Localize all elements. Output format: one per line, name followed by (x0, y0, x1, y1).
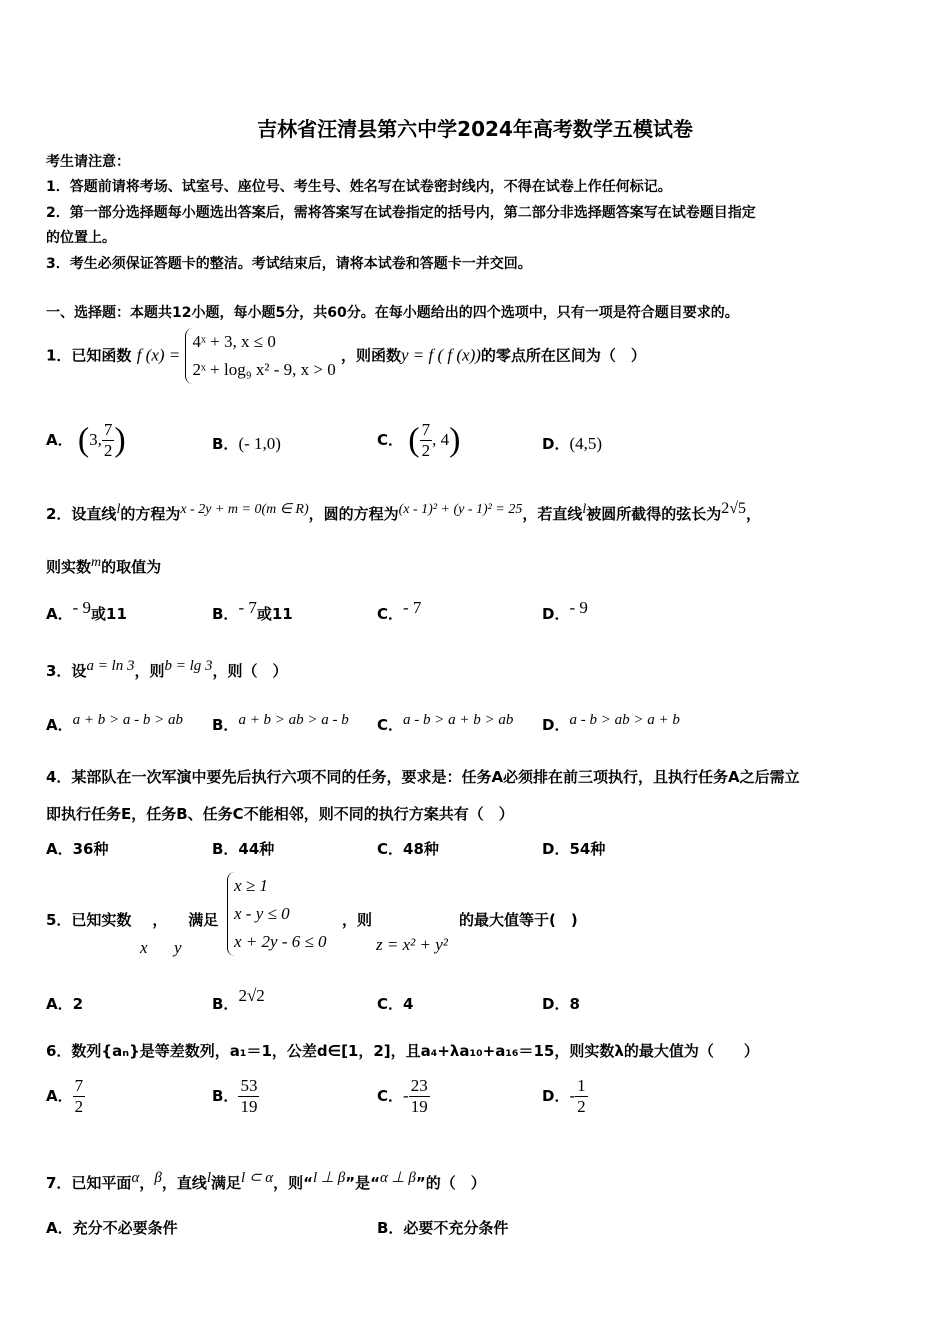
option-label: A． (46, 431, 73, 449)
option-a[interactable]: A．2 (46, 995, 84, 1013)
section-heading: 一、选择题：本题共12小题，每小题5分，共60分。在每小题给出的四个选项中，只有一项是符合题目要求的。 (46, 305, 739, 321)
q2-text: ， (746, 505, 762, 523)
val: (4,5) (569, 434, 603, 453)
question-2-cont (46, 555, 161, 577)
option-label: C． (377, 605, 404, 623)
val: , 4 (432, 430, 450, 449)
q7-text: 满足 (211, 1174, 242, 1192)
option-a[interactable] (46, 712, 183, 735)
option-b[interactable] (212, 433, 281, 454)
den: 2 (421, 441, 431, 460)
option-d[interactable] (542, 433, 602, 454)
notice-item: 3．考生必须保证答题卡的整洁。考试结束后，请将本试卷和答题卡一并交回。 (46, 256, 532, 272)
option-b[interactable] (212, 712, 349, 735)
q1-math: y = f ( f (x)) (400, 345, 481, 365)
constraint: x ≥ 1 (234, 876, 268, 895)
option-label: D． (542, 605, 570, 623)
option-label: C． (377, 1087, 404, 1105)
den: 2 (577, 1097, 586, 1116)
q2-math: x - 2y + m = 0(m ∈ R) (180, 502, 309, 517)
den: 19 (410, 1097, 428, 1116)
sign: - (569, 1086, 576, 1105)
notice-heading: 考生请注意： (46, 154, 130, 170)
val: 或11 (256, 605, 293, 623)
question-1 (46, 328, 646, 384)
q7-text: ”是“ (345, 1174, 380, 1192)
option-c[interactable] (377, 1076, 430, 1117)
question-2 (46, 500, 761, 524)
option-c[interactable] (377, 712, 513, 735)
q2-text: 被圆所截得的弦长为 (586, 505, 722, 523)
notice-item: 2．第一部分选择题每小题选出答案后，需将答案写在试卷指定的括号内，第二部分非选择题答案写在试卷题目指定 (46, 205, 756, 221)
option-label: A． (46, 1087, 73, 1105)
val: 或11 (91, 605, 127, 623)
option-label: B． (212, 435, 239, 453)
den: 19 (240, 1097, 258, 1116)
constraint: x - y ≤ 0 (234, 904, 290, 923)
q2-text: 则实数 (46, 558, 92, 576)
option-label: C． (377, 431, 404, 449)
q1-text: 的零点所在区间为（ ） (480, 346, 646, 365)
q5-math: z = x² + y² (376, 935, 448, 954)
q5-math: x (140, 938, 148, 957)
option-a[interactable]: A． (3, $\frac{7}{2}$ ) (46, 420, 126, 460)
den: 2 (74, 1097, 84, 1116)
num: 7 (74, 1076, 84, 1095)
q7-math: l (206, 1170, 212, 1186)
case: 2ˣ + log₉ x² - 9, x > 0 (192, 360, 336, 379)
q2-text: ，若直线 (522, 505, 583, 523)
val: - 7 (238, 598, 257, 617)
sign: - (403, 1086, 409, 1105)
q7-text: ， (139, 1174, 155, 1192)
q7-math: α (131, 1170, 140, 1186)
q5-text: ， (152, 911, 168, 929)
option-label: B． (212, 1087, 239, 1105)
q5-text: 满足 (188, 911, 219, 929)
constraint-system (227, 872, 327, 956)
val: 3, (89, 430, 102, 449)
option-label: D． (542, 1087, 570, 1105)
option-d[interactable] (542, 712, 680, 735)
option-b[interactable] (212, 1076, 259, 1117)
option-a[interactable]: A．36种 (46, 840, 109, 858)
question-7 (46, 1168, 486, 1193)
option-label: A． (46, 716, 73, 734)
q7-text: ”的（ ） (415, 1174, 486, 1192)
option-b[interactable]: B．44种 (212, 840, 275, 858)
q1-math: f (x) = (136, 345, 181, 365)
val: a + b > a - b > ab (72, 712, 183, 728)
q2-math: l (582, 502, 587, 517)
q3-text: ，则（ ） (212, 662, 288, 680)
q1-text: ，则函数 (340, 346, 401, 365)
q7-math: β (154, 1170, 162, 1186)
option-a[interactable]: A．充分不必要条件 (46, 1219, 178, 1237)
option-label: C． (377, 716, 404, 734)
q3-text: ，则 (134, 662, 165, 680)
q5-text: 5．已知实数 (46, 911, 132, 929)
option-b[interactable]: B．必要不充分条件 (377, 1219, 509, 1237)
option-c[interactable]: C． ( $\frac{7}{2}$ , 4) (377, 420, 461, 460)
num: 7 (103, 420, 113, 439)
option-c[interactable] (377, 598, 421, 624)
q3-math: a = ln 3 (86, 658, 135, 674)
num: 1 (577, 1076, 586, 1095)
option-a[interactable] (46, 1076, 85, 1117)
num: 53 (240, 1076, 258, 1095)
option-c[interactable]: C．4 (377, 995, 414, 1013)
q2-text: 的方程为 (120, 505, 181, 523)
constraint: x + 2y - 6 ≤ 0 (234, 932, 327, 951)
val: - 9 (72, 598, 92, 617)
q2-math: m (91, 555, 102, 570)
option-c[interactable]: C．48种 (377, 840, 439, 858)
val: - 7 (403, 598, 422, 617)
question-4: 4．某部队在一次军演中要先后执行六项不同的任务，要求是：任务A必须排在前三项执行，且执行任务A之后需立 (46, 768, 800, 786)
q2-math: (x - 1)² + (y - 1)² = 25 (398, 502, 523, 517)
q5-text: ，则 (342, 911, 373, 929)
num: 7 (421, 420, 431, 439)
val: a - b > ab > a + b (569, 712, 680, 728)
option-a[interactable] (46, 598, 127, 624)
option-label: D． (542, 435, 570, 453)
question-4-cont: 即执行任务E，任务B、任务C不能相邻，则不同的执行方案共有（ ） (46, 805, 514, 823)
q7-math: l ⊥ β (313, 1170, 346, 1186)
q3-math: b = lg 3 (164, 658, 213, 674)
val: a + b > ab > a - b (238, 712, 349, 728)
page-title: 吉林省汪清县第六中学2024年高考数学五模试卷 (257, 117, 693, 141)
q7-math: l ⊂ α (241, 1170, 274, 1186)
option-label: B． (212, 716, 239, 734)
option-b[interactable] (212, 598, 293, 624)
option-label: B． (212, 605, 239, 623)
q2-math: l (116, 502, 121, 517)
val: a - b > a + b > ab (403, 712, 514, 728)
q2-text: ，圆的方程为 (308, 505, 399, 523)
option-label: D． (542, 716, 570, 734)
q2-math: 2√5 (721, 500, 747, 517)
val: (- 1,0) (238, 434, 281, 453)
case: 4ˣ + 3, x ≤ 0 (192, 332, 276, 351)
q7-text: 7．已知平面 (46, 1174, 132, 1192)
q3-text: 3．设 (46, 662, 87, 680)
num: 23 (410, 1076, 428, 1095)
q5-math: y (174, 938, 182, 957)
option-b[interactable] (212, 985, 265, 1013)
notice-item: 1．答题前请将考场、试室号、座位号、考生号、姓名写在试卷密封线内，不得在试卷上作任何标记。 (46, 179, 672, 195)
question-3 (46, 658, 288, 681)
q5-text: 的最大值等于( ) (459, 911, 578, 929)
piecewise (185, 328, 335, 384)
val: - 9 (569, 598, 588, 617)
question-6: 6．数列{aₙ}是等差数列，a₁＝1，公差d∈[1，2]，且a₄+λa₁₀+a₁₆＝15，则实数λ的最大值为（ ） (46, 1042, 759, 1060)
q1-text: 1．已知函数 (46, 346, 132, 365)
option-d[interactable] (542, 598, 588, 624)
q7-text: ，则“ (273, 1174, 313, 1192)
den: 2 (103, 441, 113, 460)
notice-item: 的位置上。 (46, 230, 116, 246)
option-d[interactable] (542, 1076, 588, 1117)
q7-text: ，直线 (161, 1174, 207, 1192)
option-d[interactable]: D．54种 (542, 840, 606, 858)
option-label: A． (46, 605, 73, 623)
question-5 (46, 909, 218, 930)
option-label: B． (212, 995, 239, 1013)
q2-text: 的取值为 (101, 558, 162, 576)
q7-math: α ⊥ β (379, 1170, 416, 1186)
val: 2√2 (238, 986, 265, 1005)
option-d[interactable]: D．8 (542, 995, 580, 1013)
q2-text: 2．设直线 (46, 505, 117, 523)
